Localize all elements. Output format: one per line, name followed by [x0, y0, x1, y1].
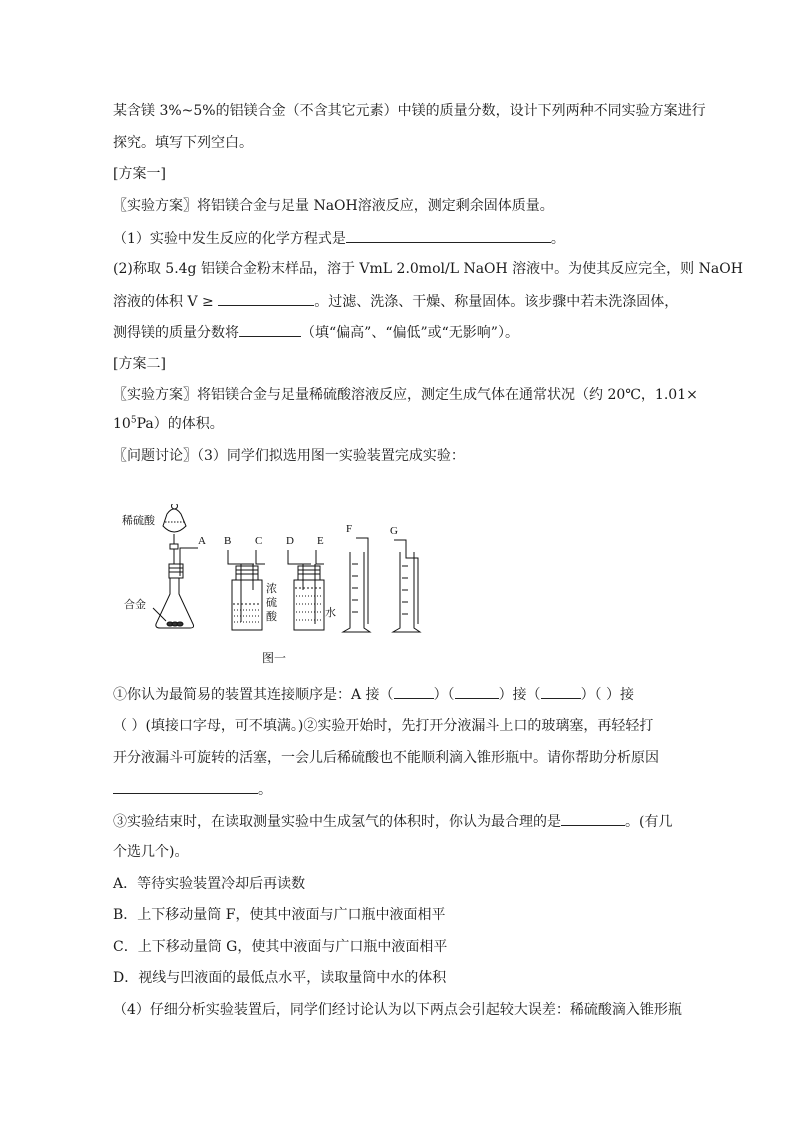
discussion-intro: 〖问题讨论〗（3）同学们拟选用图一实验装置完成实验：	[113, 448, 465, 464]
question-1	[113, 228, 683, 249]
answer-blank-volume[interactable]	[218, 291, 314, 306]
question-2-text-d: （填“偏高”、“偏低”或“无影响”）。	[301, 325, 519, 341]
question-1-end: 。	[550, 231, 565, 247]
port-label-c: C	[255, 535, 263, 547]
label-water: 水	[325, 607, 336, 619]
port-label-d: D	[286, 535, 294, 547]
q3-line-4	[113, 779, 683, 800]
q3-line-2: （ ）(填接口字母，可不填满。)②实验开始时，先打开分液漏斗上口的玻璃塞，再轻轻打	[113, 718, 654, 734]
label-conc-1: 浓	[266, 583, 277, 595]
figure-caption: 图一	[262, 651, 287, 665]
q3-line-4-end: 。	[258, 782, 272, 798]
label-dilute-acid: 稀硫酸	[122, 515, 155, 527]
q4-line-1: （4）仔细分析实验装置后，同学们经讨论认为以下两点会引起较大误差：稀硫酸滴入锥形瓶	[113, 1002, 682, 1018]
plan1-scheme: 〖实验方案〗将铝镁合金与足量 NaOH溶液反应，测定剩余固体质量。	[113, 198, 554, 214]
graduated-cylinder-f	[343, 538, 370, 632]
label-conc-2: 硫	[266, 597, 277, 609]
port-label-g: G	[390, 525, 398, 537]
question-2-text-c: 测得镁的质量分数将	[113, 325, 239, 341]
answer-blank-equation[interactable]	[346, 228, 551, 243]
q3-line-1	[113, 684, 683, 705]
port-label-f: F	[346, 523, 353, 535]
answer-blank-port-1[interactable]	[394, 684, 434, 699]
q3-text-e: ③实验结束时，在读取测量实验中生成氢气的体积时，你认为最合理的是	[113, 814, 561, 830]
scheme-tail: Pa）的体积。	[136, 416, 224, 432]
wash-bottle-water	[288, 550, 324, 630]
answer-blank-port-3[interactable]	[541, 684, 581, 699]
port-label-a: A	[198, 535, 206, 547]
answer-blank-effect[interactable]	[239, 322, 301, 337]
q3-line-3: 开分液漏斗可旋转的活塞，一会儿后稀硫酸也不能顺利滴入锥形瓶中。请你帮助分析原因	[113, 750, 659, 766]
question-2-text-b: 。过滤、洗涤、干燥、称量固体。该步骤中若未洗涤固体，	[314, 294, 679, 310]
q3-text-a: ①你认为最简易的装置其连接顺序是：A 接（	[113, 687, 394, 703]
option-d: D．视线与凹液面的最低点水平，读取量筒中水的体积	[113, 970, 447, 986]
label-alloy: 合金	[124, 599, 146, 611]
graduated-cylinder-g	[393, 540, 420, 632]
conical-flask	[156, 548, 198, 628]
answer-blank-reason[interactable]	[113, 779, 258, 794]
question-1-text: （1）实验中发生反应的化学方程式是	[113, 231, 346, 247]
q3-text-b: ）（	[433, 687, 455, 703]
plan1-title: [方案一]	[113, 166, 166, 182]
alloy-pointer	[153, 608, 166, 621]
q3-text-f: 。(有几	[625, 814, 673, 830]
answer-blank-port-2[interactable]	[455, 684, 499, 699]
question-2-line-3	[113, 322, 683, 343]
q3-line-5	[113, 811, 683, 832]
q3-text-d: ）（ ）接	[580, 687, 635, 703]
q3-line-6: 个选几个)。	[113, 844, 189, 860]
answer-blank-choice[interactable]	[561, 811, 625, 826]
question-2-line-1: (2)称取 5.4g 铝镁合金粉末样品，溶于 VmL 2.0mol/L NaOH 溶液中。为使其反应完全，则 NaOH	[113, 261, 743, 277]
port-label-b: B	[224, 535, 232, 547]
apparatus-figure	[118, 504, 448, 669]
exponent-power: 5	[130, 415, 137, 426]
option-c: C．上下移动量筒 G，使其中液面与广口瓶中液面相平	[113, 939, 448, 955]
q3-text-c: ）接（	[498, 687, 541, 703]
intro-line-1: 某含镁 3%~5%的铝镁合金（不含其它元素）中镁的质量分数，设计下列两种不同实验方案进行	[113, 103, 706, 119]
option-a: A．等待实验装置冷却后再读数	[113, 876, 306, 892]
wash-bottle-sulfuric	[228, 550, 265, 630]
plan2-title: [方案二]	[113, 356, 166, 372]
question-2-text-a: 溶液的体积 V ≥	[113, 294, 219, 310]
plan2-scheme-line-1: 〖实验方案〗将铝镁合金与足量稀硫酸溶液反应，测定生成气体在通常状况（约 20℃，1.01×	[113, 387, 698, 403]
option-b: B．上下移动量筒 F，使其中液面与广口瓶中液面相平	[113, 907, 446, 923]
label-conc-3: 酸	[266, 611, 277, 623]
question-2-line-2	[113, 291, 683, 312]
port-label-e: E	[317, 535, 324, 547]
intro-line-2: 探究。填写下列空白。	[113, 135, 253, 151]
plan2-scheme-line-2	[113, 414, 683, 434]
exponent-base: 10	[113, 416, 131, 432]
